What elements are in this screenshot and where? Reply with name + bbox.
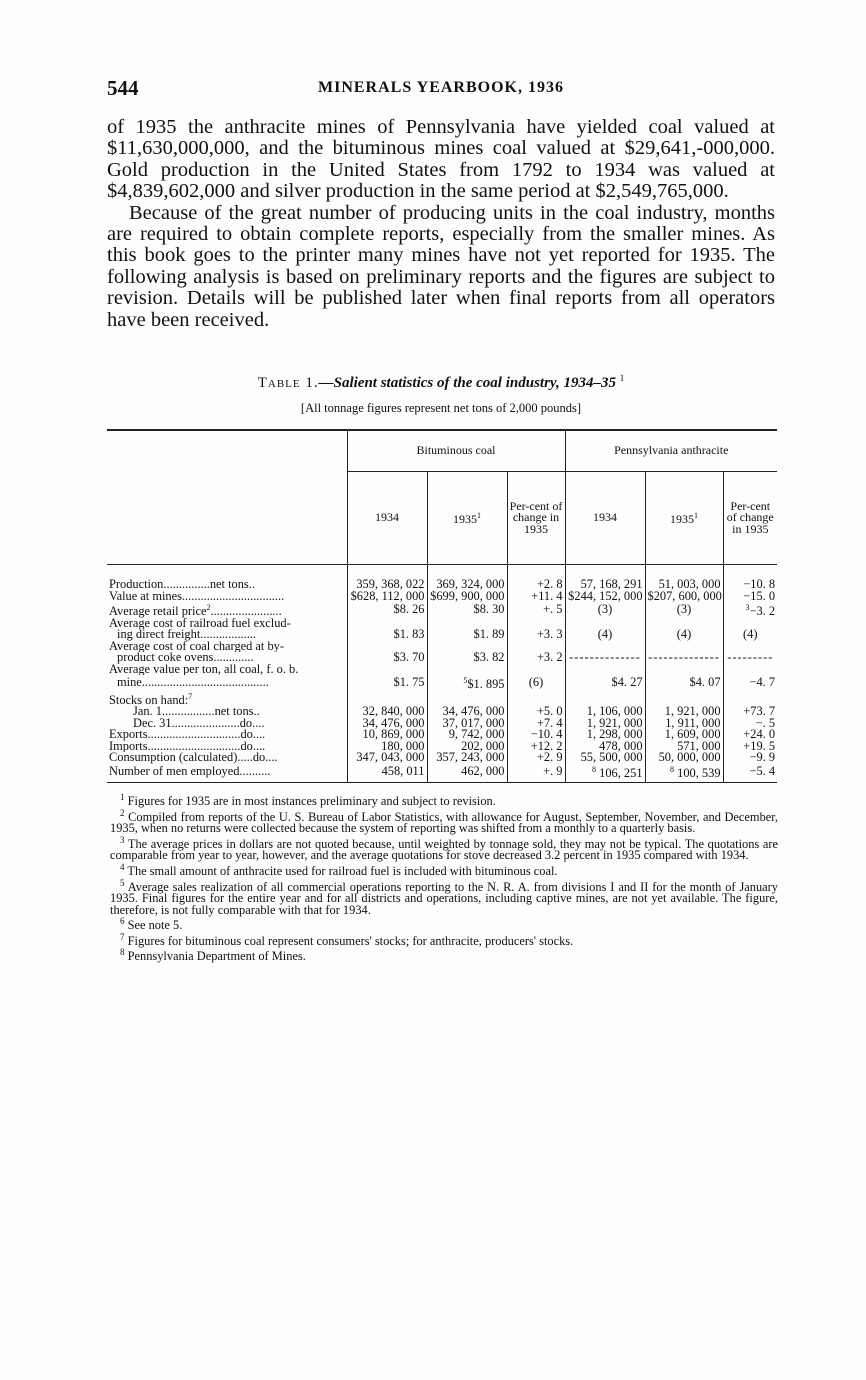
cell-ref: 5 bbox=[463, 676, 468, 686]
row-label-text: Exports bbox=[109, 729, 148, 741]
footnote-4 bbox=[110, 862, 778, 878]
row-label bbox=[107, 752, 347, 764]
row-label-text: Jan. 1 bbox=[133, 706, 162, 718]
row-label-text: Production bbox=[109, 579, 164, 591]
row-ref: 2 bbox=[206, 603, 211, 612]
cell-ant-1935: 1, 609, 000 bbox=[645, 729, 723, 741]
cell-ant-1934: $244, 152, 000 bbox=[565, 591, 645, 603]
cell-value: $1. 895 bbox=[467, 677, 505, 692]
cell-ant-pct: −9. 9 bbox=[723, 752, 777, 764]
leader-dots: ............. bbox=[213, 652, 254, 664]
row-label-text: Value at mines bbox=[109, 590, 182, 602]
row-label: Average cost of coal charged at by- bbox=[109, 640, 284, 653]
footnote-number: 1 bbox=[120, 792, 125, 802]
row-label bbox=[107, 741, 347, 753]
footnote-8 bbox=[110, 947, 778, 963]
footnote-number: 6 bbox=[120, 916, 125, 927]
col-ant-1935 bbox=[645, 472, 723, 565]
cell-bit-pct: +3. 2 bbox=[507, 652, 565, 664]
cell-ant-1934 bbox=[565, 764, 645, 782]
row-ref: 7 bbox=[188, 691, 193, 701]
cell-bit-pct: +7. 4 bbox=[507, 718, 565, 730]
row-unit: do bbox=[239, 717, 253, 730]
footnote-number: 7 bbox=[120, 931, 125, 942]
row-label-text: ing direct freight bbox=[117, 629, 201, 641]
col-ant-pct: Per-cent of change in 1935 bbox=[723, 472, 777, 565]
col-bit-1935-label: 1935 bbox=[453, 512, 477, 527]
footnote-number: 8 bbox=[120, 947, 125, 958]
running-title: MINERALS YEARBOOK, 1936 bbox=[318, 79, 564, 96]
row-label-text: product coke ovens bbox=[117, 652, 214, 664]
footnote-2 bbox=[110, 808, 778, 835]
cell-bit-1934: $1. 75 bbox=[347, 675, 427, 691]
page-header bbox=[107, 76, 775, 102]
cell-bit-pct: +. 9 bbox=[507, 764, 565, 782]
footnote-text: The small amount of anthracite used for railroad fuel is included with bituminous coal. bbox=[127, 864, 558, 878]
coal-statistics-table bbox=[107, 429, 777, 783]
group-anthracite: Pennsylvania anthracite bbox=[565, 430, 777, 472]
paragraph-2: Because of the great number of producing units in the coal industry, months are required to obtain complete reports, especially from the smaller mines. As this book goes to the printer many mines have not yet reported for 1935. The following analysis is based on preliminary reports and the figures are subject to revision. Details will be published later when final reports from all operators have been received. bbox=[107, 201, 775, 331]
leader-dots: .............................. bbox=[147, 729, 241, 741]
cell-ant-pct-empty: --------- bbox=[723, 652, 777, 664]
row-label bbox=[107, 764, 347, 782]
cell-bit-1934: 458, 011 bbox=[347, 764, 427, 782]
cell-bit-1934: 34, 476, 000 bbox=[347, 718, 427, 730]
leader-dots: ..... bbox=[237, 752, 253, 764]
cell-bit-pct: +2. 9 bbox=[507, 752, 565, 764]
col-ant-1934: 1934 bbox=[565, 472, 645, 565]
col-bit-pct: Per-cent of change in 1935 bbox=[507, 472, 565, 565]
cell-ant-1935: 1, 911, 000 bbox=[645, 718, 723, 730]
row-label-text: Average retail price bbox=[109, 604, 207, 618]
cell-ant-pct: −15. 0 bbox=[723, 591, 777, 603]
cell-ant-1935: (4) bbox=[645, 629, 723, 641]
cell-ant-pct bbox=[723, 602, 777, 618]
table-row bbox=[107, 752, 777, 764]
cell-ant-1934: 55, 500, 000 bbox=[565, 752, 645, 764]
table-group-header-row bbox=[107, 430, 777, 472]
cell-ant-pct: −. 5 bbox=[723, 718, 777, 730]
footnote-text: Figures for 1935 are in most instances preliminary and subject to revision. bbox=[127, 794, 496, 809]
table-stub-header bbox=[107, 430, 347, 565]
cell-value: 100, 539 bbox=[677, 766, 721, 780]
cell-ant-1935: 1, 921, 000 bbox=[645, 706, 723, 718]
cell-ant-1935: (3) bbox=[645, 602, 723, 618]
cell-bit-1935: 462, 000 bbox=[427, 764, 507, 782]
cell-bit-1934: 10, 869, 000 bbox=[347, 729, 427, 741]
cell-ant-1934: 1, 106, 000 bbox=[565, 706, 645, 718]
col-bit-1935-ref: 1 bbox=[477, 511, 481, 521]
leader-dots: .. bbox=[248, 579, 255, 591]
cell-bit-1934: 359, 368, 022 bbox=[347, 579, 427, 591]
cell-ant-pct: −4. 7 bbox=[723, 675, 777, 691]
cell-bit-pct: −10. 4 bbox=[507, 729, 565, 741]
table-row bbox=[107, 675, 777, 691]
cell-bit-pct: +. 5 bbox=[507, 602, 565, 618]
cell-ant-pct: +24. 0 bbox=[723, 729, 777, 741]
cell-bit-1935: 9, 742, 000 bbox=[427, 729, 507, 741]
row-label: Average cost of railroad fuel exclud- bbox=[109, 617, 291, 630]
cell-ant-pct: (4) bbox=[723, 629, 777, 641]
row-label bbox=[107, 729, 347, 741]
row-label bbox=[107, 591, 347, 603]
cell-ant-1935 bbox=[645, 764, 723, 782]
row-label: Average value per ton, all coal, f. o. b. bbox=[109, 663, 299, 676]
cell-ant-1935: 51, 003, 000 bbox=[645, 579, 723, 591]
row-label-text: Stocks on hand: bbox=[109, 692, 189, 707]
row-label bbox=[107, 652, 347, 664]
leader-dots: ................. bbox=[161, 706, 215, 718]
paragraph-1: of 1935 the anthracite mines of Pennsylvania have yielded coal valued at $11,630,000,000, and the bituminous mines coal valued at $29,641,-000,000. Gold production in the United States from 1792 to 1934 was valued at $4,839,602,000 and silver production in the same period at $2,549,765,000. bbox=[107, 116, 775, 203]
row-label bbox=[107, 602, 347, 618]
row-label-text: Consumption (calculated) bbox=[109, 752, 238, 764]
leader-dots: ...................... bbox=[171, 717, 240, 730]
cell-bit-1935: 202, 000 bbox=[427, 741, 507, 753]
row-label bbox=[107, 706, 347, 718]
cell-bit-1934: 347, 043, 000 bbox=[347, 752, 427, 764]
cell-ant-1934: 57, 168, 291 bbox=[565, 579, 645, 591]
leader-dots: ....................... bbox=[210, 604, 282, 618]
cell-bit-pct: +2. 8 bbox=[507, 579, 565, 591]
cell-ant-1935-empty: -------------- bbox=[645, 652, 723, 664]
footnotes bbox=[110, 792, 778, 963]
row-label bbox=[107, 718, 347, 730]
table-caption bbox=[107, 373, 775, 392]
cell-ant-1935: $4. 07 bbox=[645, 675, 723, 691]
col-bit-1934: 1934 bbox=[347, 472, 427, 565]
footnote-number: 2 bbox=[120, 807, 125, 818]
cell-ref: 8 bbox=[592, 764, 597, 774]
cell-value: −3. 2 bbox=[749, 604, 776, 619]
cell-ant-1934: (3) bbox=[565, 602, 645, 618]
cell-bit-pct: +12. 2 bbox=[507, 741, 565, 753]
cell-bit-1934: $8. 26 bbox=[347, 602, 427, 618]
cell-bit-1934: $628, 112, 000 bbox=[347, 591, 427, 603]
cell-ant-1934-empty: -------------- bbox=[565, 652, 645, 664]
cell-bit-1935 bbox=[427, 675, 507, 691]
footnote-1 bbox=[110, 792, 778, 808]
row-label-text: mine bbox=[117, 675, 142, 690]
footnote-3 bbox=[110, 835, 778, 862]
row-label bbox=[107, 691, 347, 707]
cell-ref: 3 bbox=[745, 603, 750, 612]
table-row bbox=[107, 629, 777, 641]
table-caption-lead: Table 1. bbox=[257, 375, 319, 391]
footnote-text: See note 5. bbox=[127, 918, 183, 933]
cell-ant-1935: 571, 000 bbox=[645, 741, 723, 753]
row-unit: do bbox=[240, 729, 253, 741]
cell-bit-1935: 37, 017, 000 bbox=[427, 718, 507, 730]
row-label-text: Imports bbox=[109, 740, 148, 753]
cell-ant-1934: 1, 921, 000 bbox=[565, 718, 645, 730]
cell-ant-pct: +73. 7 bbox=[723, 706, 777, 718]
row-label bbox=[107, 629, 347, 641]
footnote-number: 5 bbox=[120, 877, 125, 888]
cell-ant-1934: (4) bbox=[565, 629, 645, 641]
leader-dots: ......................................... bbox=[141, 675, 269, 690]
group-bituminous: Bituminous coal bbox=[347, 430, 565, 472]
cell-bit-pct: +11. 4 bbox=[507, 591, 565, 603]
leader-dots: .... bbox=[252, 717, 265, 730]
row-label bbox=[107, 675, 347, 691]
row-label-text: Number of men employed bbox=[109, 763, 240, 778]
cell-ref: 8 bbox=[670, 764, 675, 774]
cell-ant-pct: +19. 5 bbox=[723, 741, 777, 753]
footnote-5 bbox=[110, 878, 778, 917]
row-unit: net tons bbox=[214, 706, 254, 718]
cell-bit-1935: 34, 476, 000 bbox=[427, 706, 507, 718]
leader-dots: .. bbox=[253, 706, 260, 718]
row-unit: do bbox=[252, 752, 266, 764]
col-ant-1935-ref: 1 bbox=[694, 511, 699, 521]
leader-dots: .... bbox=[252, 740, 266, 753]
table-subcaption: [All tonnage figures represent net tons of 2,000 pounds] bbox=[300, 401, 582, 415]
footnote-text: The average prices in dollars are not quoted because, until weighted by tonnage sold, they may not be typical. The quotations are comparable from year to year, however, and the average quotations for stove decreased 3.2 percent in 1935 compared with 1934. bbox=[110, 836, 778, 863]
footnote-number: 4 bbox=[120, 861, 125, 872]
cell-bit-1934: 32, 840, 000 bbox=[347, 706, 427, 718]
page-number: 544 bbox=[107, 76, 139, 100]
table-row bbox=[107, 664, 777, 676]
cell-bit-1935: $1. 89 bbox=[427, 629, 507, 641]
leader-dots: .................. bbox=[200, 629, 257, 641]
row-label bbox=[107, 579, 347, 591]
row-unit: do bbox=[240, 740, 253, 753]
cell-bit-1934: $3. 70 bbox=[347, 652, 427, 664]
cell-ant-pct: −10. 8 bbox=[723, 579, 777, 591]
footnote-text: Average sales realization of all commercial operations reporting to the N. R. A. from divisions I and II for the month of January 1935. Final figures for the entire year and for all districts and operations, including captive mines, are not yet available. The figure, therefore, is not fully comparable with that for 1934. bbox=[110, 879, 778, 917]
footnote-text: Figures for bituminous coal represent consumers' stocks; for anthracite, producers' stocks. bbox=[127, 933, 574, 948]
footnote-7 bbox=[110, 932, 778, 948]
body-text bbox=[107, 117, 775, 331]
cell-bit-1935: $3. 82 bbox=[427, 652, 507, 664]
col-bit-1935 bbox=[427, 472, 507, 565]
leader-dots: .............................. bbox=[147, 740, 241, 753]
cell-ant-1934: $4. 27 bbox=[565, 675, 645, 691]
cell-ant-1934: 1, 298, 000 bbox=[565, 729, 645, 741]
cell-bit-1934: 180, 000 bbox=[347, 741, 427, 753]
cell-value: 106, 251 bbox=[599, 766, 643, 780]
leader-dots: ............... bbox=[163, 579, 210, 591]
row-unit: net tons bbox=[209, 579, 249, 591]
cell-ant-1935: 50, 000, 000 bbox=[645, 752, 723, 764]
cell-bit-pct: (6) bbox=[507, 675, 565, 691]
leader-dots: ................................. bbox=[181, 590, 285, 602]
cell-bit-1935: 357, 243, 000 bbox=[427, 752, 507, 764]
table-row bbox=[107, 591, 777, 603]
col-ant-1935-label: 1935 bbox=[670, 512, 695, 527]
footnote-text: Pennsylvania Department of Mines. bbox=[127, 949, 306, 964]
cell-bit-1935: $699, 900, 000 bbox=[427, 591, 507, 603]
leader-dots: .... bbox=[265, 752, 278, 764]
row-label-text: Dec. 31 bbox=[133, 717, 172, 730]
footnote-6 bbox=[110, 916, 778, 932]
cell-bit-pct: +5. 0 bbox=[507, 706, 565, 718]
table-caption-title: —Salient statistics of the coal industry, 1934–35 bbox=[318, 375, 617, 391]
cell-bit-1935: $8. 30 bbox=[427, 602, 507, 618]
cell-ant-1934: 478, 000 bbox=[565, 741, 645, 753]
table-row bbox=[107, 652, 777, 664]
cell-bit-1934: $1. 83 bbox=[347, 629, 427, 641]
cell-bit-pct: +3. 3 bbox=[507, 629, 565, 641]
leader-dots: .......... bbox=[239, 763, 271, 778]
footnote-number: 3 bbox=[120, 834, 125, 845]
footnote-text: Compiled from reports of the U. S. Bureau of Labor Statistics, with allowance for August, September, November, and December, 1935, when no returns were collected because the system of reporting was shifted from a monthly to a quarterly basis. bbox=[110, 809, 778, 836]
table-row bbox=[107, 764, 777, 782]
leader-dots: .... bbox=[252, 729, 266, 741]
cell-bit-1935: 369, 324, 000 bbox=[427, 579, 507, 591]
table-row bbox=[107, 602, 777, 618]
table-caption-ref: 1 bbox=[619, 373, 625, 383]
cell-ant-pct: −5. 4 bbox=[723, 764, 777, 782]
cell-ant-1935: $207, 600, 000 bbox=[645, 591, 723, 603]
